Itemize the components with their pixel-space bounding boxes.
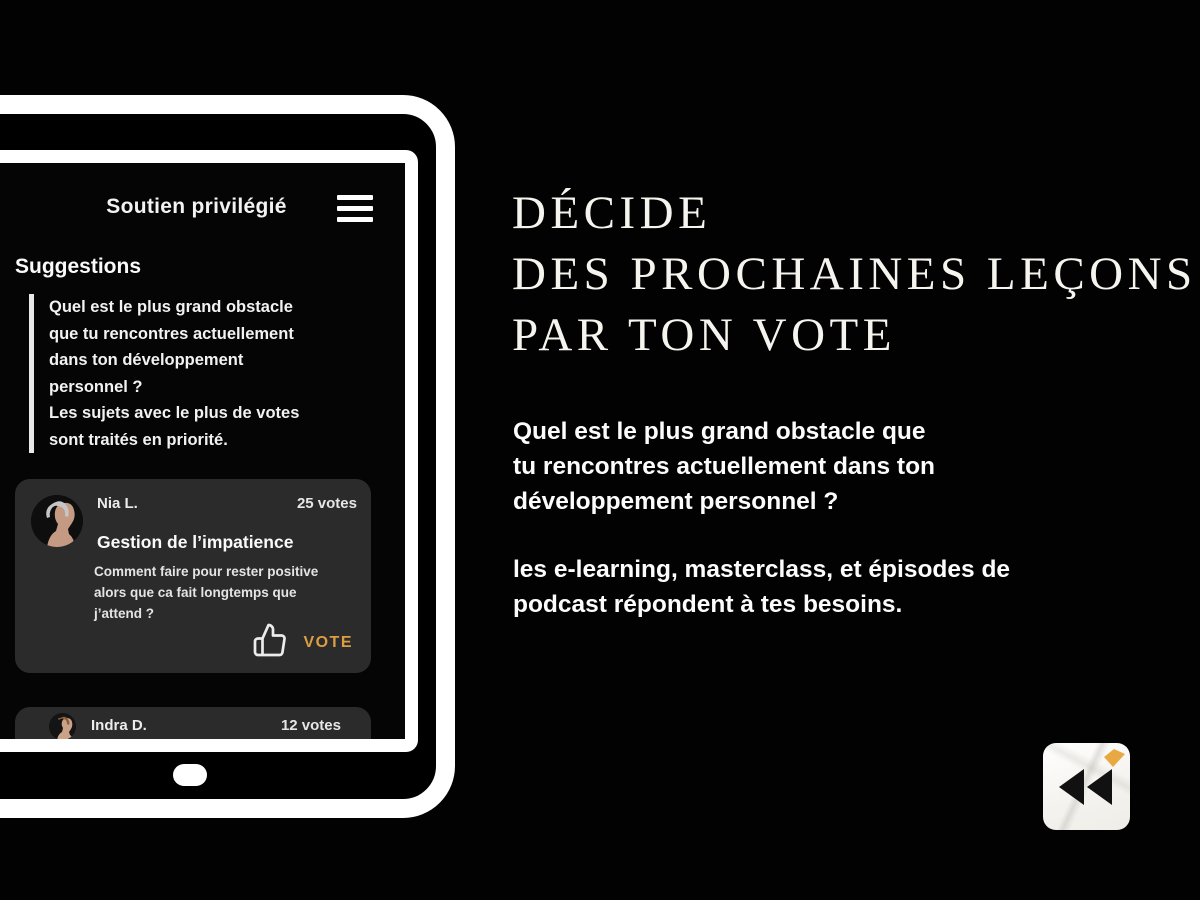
hero-paragraph-answer: [513, 552, 1133, 622]
vote-button[interactable]: [252, 622, 353, 663]
rewind-icon: [1043, 743, 1130, 830]
quote-line: que tu rencontres actuellement: [49, 324, 294, 343]
hero-heading-line: DÉCIDE: [512, 187, 712, 239]
vote-button-label: VOTE: [303, 633, 353, 651]
brand-logo: [1043, 743, 1130, 830]
avatar: [49, 713, 76, 740]
suggestion-card[interactable]: [15, 479, 371, 673]
card-vote-count: 12 votes: [280, 717, 341, 734]
quote-line: dans ton développement: [49, 351, 244, 369]
tablet-home-button[interactable]: [173, 764, 207, 786]
quote-line: Quel est le plus grand obstacle: [49, 298, 293, 316]
card-author: Indra D.: [91, 717, 147, 734]
hero-paragraphs: [513, 414, 1133, 655]
section-title: Suggestions: [15, 255, 142, 278]
thumbs-up-icon: [252, 622, 288, 663]
card-body: [94, 561, 318, 624]
hero-heading-line: PAR TON VOTE: [512, 309, 896, 361]
gem-icon: [1104, 749, 1125, 767]
quote-line: sont traités en priorité.: [49, 430, 228, 449]
quote-line: Les sujets avec le plus de votes: [49, 404, 300, 422]
quote-line: personnel ?: [49, 377, 143, 396]
card-body-line: alors que ca fait longtemps que: [94, 585, 297, 600]
paragraph-line: les e-learning, masterclass, et épisodes de: [513, 556, 1011, 583]
card-title: Gestion de l’impatience: [97, 532, 294, 552]
hero-heading: [512, 183, 1197, 366]
card-body-line: j’attend ?: [94, 606, 154, 621]
card-vote-count: 25 votes: [296, 495, 357, 512]
paragraph-line: tu rencontres actuellement dans ton: [513, 453, 936, 480]
intro-quote: [29, 294, 299, 453]
hero-paragraph-question: [513, 414, 1133, 519]
suggestion-card[interactable]: [15, 707, 371, 752]
hero-heading-line: DES PROCHAINES LEÇONS: [512, 248, 1197, 300]
card-body-line: Comment faire pour rester positive: [94, 564, 319, 579]
paragraph-line: Quel est le plus grand obstacle que: [513, 418, 926, 445]
app-title: Soutien privilégié: [106, 195, 287, 218]
paragraph-line: podcast répondent à tes besoins.: [513, 591, 903, 618]
card-author: Nia L.: [97, 495, 138, 512]
tablet-screen: [0, 150, 418, 752]
hamburger-menu-icon[interactable]: [337, 195, 373, 223]
avatar: [31, 495, 83, 547]
paragraph-line: développement personnel ?: [513, 488, 839, 515]
